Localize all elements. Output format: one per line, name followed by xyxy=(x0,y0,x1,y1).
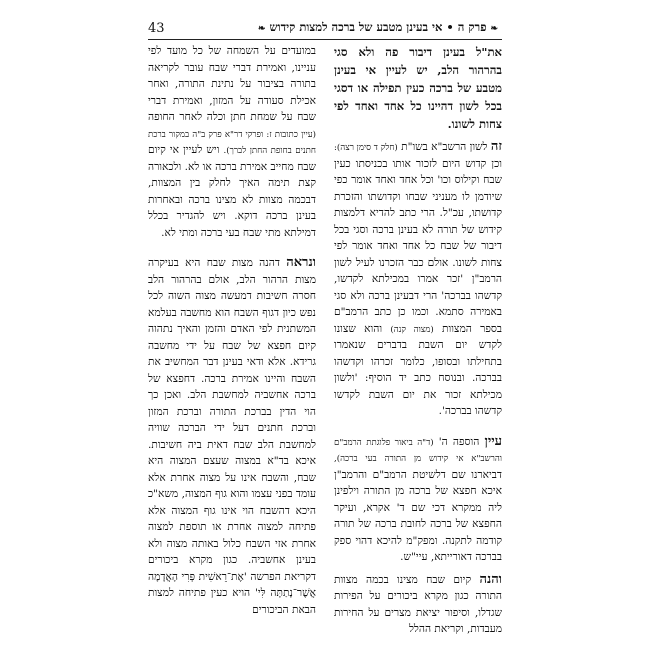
citation: (עיין כתובות ז: ופרקי דר"א פרק ב"ה במקור ברכת חתנים בחופת החתן לברך). xyxy=(148,129,316,156)
running-header xyxy=(148,14,502,40)
text: והוא שצונו לקדש יום השבת בדברים שנאמרו בתחילתו ובסופו, כלומר זכרהו וקדשהו בברכה. ובנוסח כתב יד הוסיף: 'ולשון מכילתא זכור את יום השבת לקדשו קדשהו בברכה'. xyxy=(334,322,502,417)
text: דהנה מצות שבח היא בעיקרה מצות הרהור הלב, אולם בהרהור הלב חסרה חשיבות דמעשה מצוה השוה לכל נפש כיון דגוף השבח הוא מחשבה בעלמא המשתנית לפי האדם והזמן והאיך נתהוה קיום חפצא של שבח על ידי מחשבה גרידא. אלא ודאי בעינן דבר המחשיב את השבח והיינו אמירת ברכה. דחפצא של ברכה אחשביה למחשבת הלב. ואכן כך הוי הדין בברכת התורה וברכת המזון וברכת חתנים דעל ידי הברכה שוויה למחשבת הלב שבח דאית ביה חשיבות. איכא בד"א במצוה שעצם המצוה היא שבח, והשבח אינו על מצוה אחרת אלא עומד בפני עצמו והוא גוף המצוה, משא"כ היכא דהשבח הוי אינו גוף המצוה אלא פתיחה למצוה אחרת או תוספת למצוה אחרת אזי השבח כלול באותה מצוה ולא בעינן אחשביה. כגון מקרא ביכורים דקריאת הפרשה 'אֶת־רֵאשִׁית פְּרִי הָאֲדָמָה אֲשֶׁר־נָתַתָּה לִּי' הויא כעין פתיחה למצות הבאת הביכורים xyxy=(148,257,316,616)
citation: (ד"ה ביאור פלוגתת הרמב"ם והרשב"א אי קידוש מן התורה בעי ברכה), xyxy=(334,437,502,464)
page-number: 43 xyxy=(148,21,165,36)
ornament-left-icon: ❧ xyxy=(257,24,266,34)
left-column xyxy=(148,43,316,624)
paragraph-praise xyxy=(334,572,502,638)
chapter-title: פרק ה • אי בעינן מטבע של ברכה למצות קידוש xyxy=(269,20,487,34)
paragraph-rashba xyxy=(334,139,502,420)
text: לשון הרשב"א בשו"ת xyxy=(401,141,488,153)
paragraph-appendix xyxy=(334,434,502,566)
ornament-right-icon: ❧ xyxy=(490,24,498,34)
opening-question: את"ל בעינן דיבור פה ולא סגי בהרהור הלב, יש לעיין אי בעינן מטבע של ברכה כעין תפילה או דסגי בכל לשון דהיינו כל אחד ואחד לפי צחות לשונו. xyxy=(334,45,502,131)
citation: (חלק ד סימן רצה): xyxy=(334,143,398,153)
lead-word: ונראה xyxy=(286,255,316,270)
text: וכן קדוש היום לזכור אותו בכניסתו כעין שבח וקילוס וכו' וכל אחד ואחד אומר כפי שיודמן לו מעניני שבחו וקדושתו והזכרת קדושתו, עכ"ל. הרי כתב להדיא דלמצות קידוש של תורה לא בעינן ברכה וסגי בכל דיבור של שבח כל אחד ואחד אומר לפי צחות לשונו. אולם כבר הזכרנו לעיל לשון הרמב"ן 'זכר אמרו במכילתא לקדשו, קדשהו בברכה' הרי דבעינן ברכה ולא סגי באמירה סתמא. וכמו כן כתב הרמב"ם בספר המצוות xyxy=(334,157,503,335)
right-column xyxy=(334,43,502,644)
text: הוספה ה' xyxy=(438,435,480,448)
paragraph-conclusion xyxy=(148,255,316,618)
lead-word: זה xyxy=(490,139,502,154)
running-title xyxy=(254,20,502,36)
lead-word: עיין xyxy=(484,433,502,449)
citation: (מצוה קנה) xyxy=(390,324,434,335)
lead-word: והנה xyxy=(479,571,502,587)
text: קיום שבח מצינו בכמה מצוות התורה כגון מקרא ביכורים על הפירות שגדלו, וסיפור יציאת מצרים על החירות מעבדות, וקריאת ההלל xyxy=(334,573,502,635)
text: במועדים על השמחה של כל מועד לפי עניינו, ואמירת דברי שבח עובר לקריאה בתורה בציבור על נתינת התורה, ואחר אכילת סעודה על המזון, ואמירת דברי שבח על שמחת חתן וכלה לאחר החופה xyxy=(148,45,316,123)
text: דביארנו שם דלשיטת הרמב"ם והרמב"ן איכא חפצא של ברכה מן התורה וילפינן ליה ממקרא דכי שם ד' אקרא, ועיקר החפצא של ברכה לחובת ברכה של תורה קודמה לתקנה. ומפק"מ להיכא דהוי ספק בברכה דאורייתא, עיי"ש. xyxy=(334,468,502,563)
paragraph-continued xyxy=(148,43,316,241)
text: ויש לעיין אי קיום שבח מחייב אמירת ברכה או לא. ולכאורה קצת תימה האיך לחלק בין המצוות, דבכמה מצוות לא מצינו ברכה ובאחרות בעינן ברכה דוקא. ויש להגדיר בכלל דמילתא מתי שבח בעי ברכה ומתי לא. xyxy=(148,144,316,239)
